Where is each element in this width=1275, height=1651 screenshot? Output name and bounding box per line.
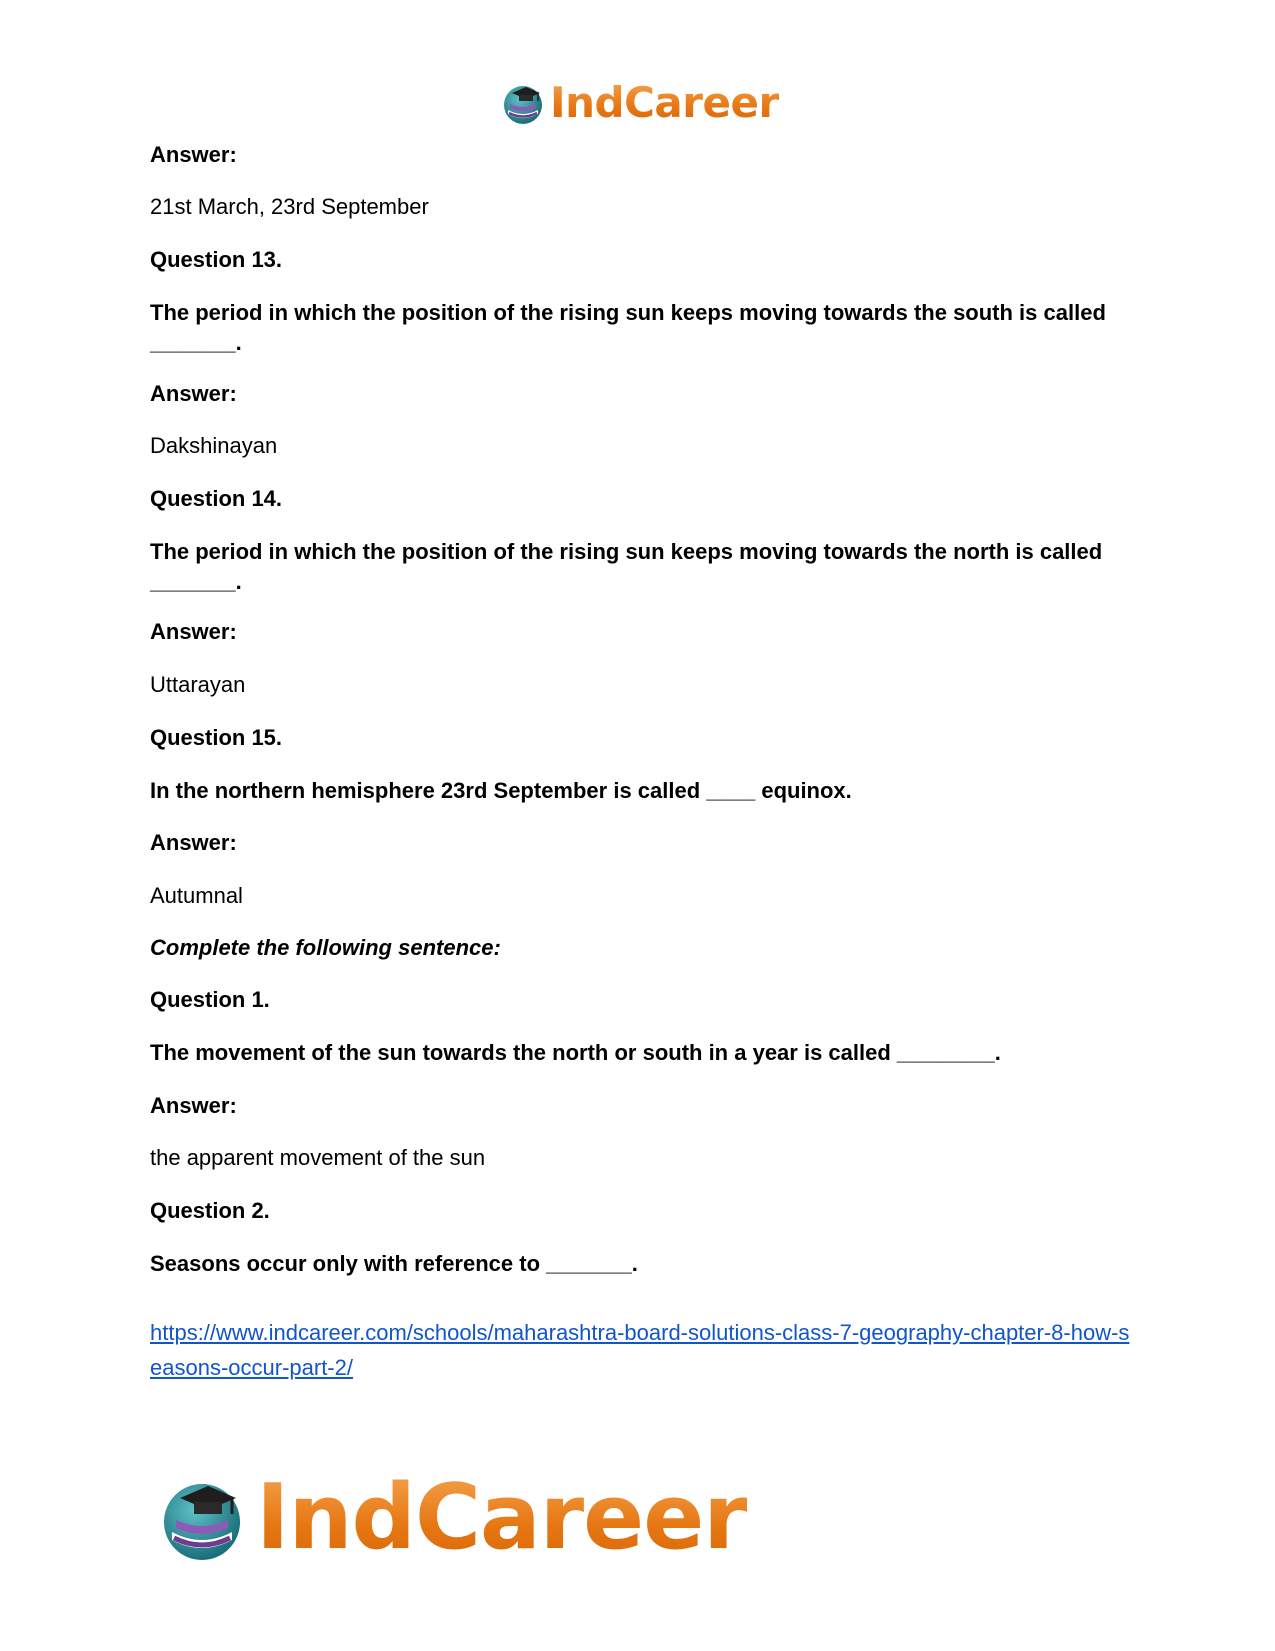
indcareer-logo-header — [502, 80, 779, 126]
question-heading: Question 15. — [150, 725, 283, 750]
answer-label: Answer: — [150, 619, 237, 644]
answer-text: Dakshinayan — [150, 433, 278, 458]
question-text: Seasons occur only with reference to _______. — [150, 1251, 638, 1276]
section-heading: Complete the following sentence: — [150, 935, 501, 960]
question-text: The movement of the sun towards the north or south in a year is called ________. — [150, 1040, 1001, 1065]
answer-label: Answer: — [150, 1093, 237, 1118]
answer-text: Uttarayan — [150, 672, 246, 697]
question-heading: Question 2. — [150, 1198, 270, 1223]
answer-label: Answer: — [150, 142, 237, 167]
answer-text: 21st March, 23rd September — [150, 194, 429, 219]
source-link[interactable]: https://www.indcareer.com/schools/maharashtra-board-solutions-class-7-geography-chapter-8-how-seasons-occur-part-2/ — [150, 1320, 1130, 1380]
question-heading: Question 13. — [150, 247, 283, 272]
graduation-cap-globe-icon — [160, 1472, 252, 1564]
question-heading: Question 1. — [150, 987, 270, 1012]
question-text: The period in which the position of the rising sun keeps moving towards the south is called _______. — [150, 300, 1106, 355]
answer-label: Answer: — [150, 381, 237, 406]
graduation-cap-globe-icon — [502, 80, 548, 126]
answer-label: Answer: — [150, 830, 237, 855]
question-heading: Question 14. — [150, 486, 283, 511]
question-text: In the northern hemisphere 23rd September is called ____ equinox. — [150, 778, 852, 803]
answer-text: Autumnal — [150, 883, 243, 908]
answer-text: the apparent movement of the sun — [150, 1145, 486, 1170]
question-text: The period in which the position of the rising sun keeps moving towards the north is called _______. — [150, 539, 1103, 594]
logo-wordmark: IndCareer — [550, 78, 779, 127]
indcareer-logo-footer — [160, 1465, 747, 1570]
logo-wordmark: IndCareer — [256, 1465, 747, 1570]
